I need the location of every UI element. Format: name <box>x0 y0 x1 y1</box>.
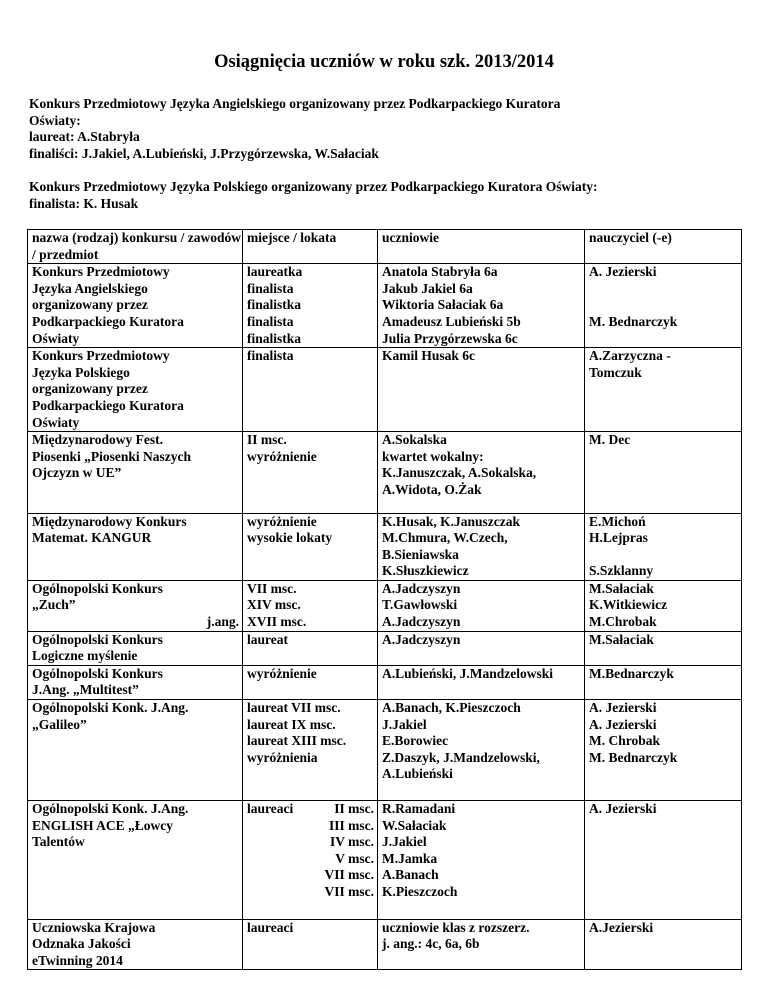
header-teachers: nauczyciel (-e) <box>585 230 742 264</box>
students-cell-line: K.Słuszkiewicz <box>382 563 469 579</box>
teachers-cell <box>585 432 742 513</box>
students-cell-line: uczniowie klas z rozszerz. <box>382 919 530 935</box>
intro-line: finaliści: J.Jakiel, A.Lubieński, J.Przygórzewska, W.Sałaciak <box>29 145 379 161</box>
contest-cell-line: Ogólnopolski Konkurs <box>32 665 163 681</box>
header-place: miejsce / lokata <box>243 230 378 264</box>
place-cell <box>243 432 378 513</box>
contest-cell-line: „Zuch” <box>32 597 76 613</box>
teachers-cell-line: Tomczuk <box>589 364 642 380</box>
students-cell-line: T.Gawłowski <box>382 597 458 613</box>
teachers-cell-line: M. Dec <box>589 432 631 448</box>
place-cell-line: wyróżnienie <box>247 448 317 464</box>
contest-cell-line: Oświaty <box>32 330 80 346</box>
place-label: laureaci <box>247 801 294 816</box>
place-cell-line: finalista <box>247 313 294 329</box>
teachers-cell-line <box>589 331 741 348</box>
teachers-cell <box>585 665 742 699</box>
contest-cell-line: Języka Angielskiego <box>32 280 148 296</box>
place-cell-line: wysokie lokaty <box>247 530 333 546</box>
place-cell-line: V msc. <box>335 850 374 866</box>
students-cell-line: B.Sieniawska <box>382 546 459 562</box>
intro-english-contest <box>29 96 729 162</box>
contest-cell-line: Ogólnopolski Konk. J.Ang. <box>32 700 189 716</box>
students-cell-line: J.Jakiel <box>382 834 427 850</box>
students-cell-line: Wiktoria Sałaciak 6a <box>382 297 504 313</box>
teachers-cell-line: E.Michoń <box>589 513 646 529</box>
intro-line: laureat: A.Stabryła <box>29 129 140 144</box>
place-cell <box>243 631 378 665</box>
students-cell-line: K.Januszczak, A.Sokalska, <box>382 465 537 481</box>
table-row <box>28 801 742 920</box>
students-cell-line: kwartet wokalny: <box>382 448 484 464</box>
students-cell-line: j. ang.: 4c, 6a, 6b <box>382 936 480 952</box>
place-cell <box>243 700 378 801</box>
place-cell-line: laureat XIII msc. <box>247 733 347 749</box>
place-cell-line: VII msc. <box>324 867 374 883</box>
header-contest: nazwa (rodzaj) konkursu / zawodów / przedmiot <box>28 230 243 264</box>
intro-polish-contest <box>29 179 729 212</box>
contest-cell <box>28 580 243 631</box>
students-cell <box>378 348 585 432</box>
teachers-cell <box>585 700 742 801</box>
teachers-cell <box>585 631 742 665</box>
place-cell-line: laureat IX msc. <box>247 716 336 732</box>
contest-cell-line: Ojczyzn w UE” <box>32 465 122 481</box>
teachers-cell-line: M. Chrobak <box>589 733 661 749</box>
students-cell <box>378 801 585 920</box>
students-cell <box>378 513 585 580</box>
teachers-cell <box>585 919 742 970</box>
contest-cell-line: Ogólnopolski Konkurs <box>32 631 163 647</box>
table-row <box>28 348 742 432</box>
teachers-cell <box>585 580 742 631</box>
students-cell <box>378 665 585 699</box>
teachers-cell-line <box>589 547 741 564</box>
teachers-cell-line: K.Witkiewicz <box>589 597 668 613</box>
contest-cell <box>28 432 243 513</box>
place-cell-line: IV msc. <box>329 834 374 850</box>
place-cell-line: VII msc. <box>324 883 374 899</box>
contest-cell-line: Oświaty <box>32 414 80 430</box>
contest-cell-line: Konkurs Przedmiotowy <box>32 264 170 280</box>
contest-cell-line: organizowany przez <box>32 381 148 397</box>
students-cell <box>378 631 585 665</box>
achievements-table <box>27 229 742 970</box>
students-cell-line: A.Sokalska <box>382 432 447 448</box>
place-cell-line: finalista <box>247 348 294 364</box>
place-cell <box>243 264 378 348</box>
table-row <box>28 432 742 513</box>
students-cell-line: A.Banach, K.Pieszczoch <box>382 700 521 716</box>
contest-cell-line: organizowany przez <box>32 297 148 313</box>
teachers-cell-line: A.Zarzyczna - <box>589 348 671 364</box>
students-cell-line: K.Pieszczoch <box>382 883 458 899</box>
place-cell-line: III msc. <box>328 817 374 833</box>
place-cell-line: II msc. <box>334 801 374 816</box>
table-row <box>28 264 742 348</box>
students-cell-line: Anatola Stabryła 6a <box>382 264 498 280</box>
place-cell-line: XIV msc. <box>247 597 301 613</box>
teachers-cell-line: A.Jezierski <box>589 919 654 935</box>
contest-cell-line: Języka Polskiego <box>32 364 130 380</box>
place-cell-line: finalistka <box>247 330 302 346</box>
place-cell-line: finalista <box>247 280 294 296</box>
contest-cell-line: ENGLISH ACE „Łowcy <box>32 817 174 833</box>
students-cell-line: A.Jadczyszyn <box>382 631 461 647</box>
teachers-cell-line: A. Jezierski <box>589 801 657 816</box>
place-cell-line: XVII msc. <box>247 614 307 630</box>
students-cell-line: R.Ramadani <box>382 801 456 816</box>
intro-line: finalista: K. Husak <box>29 195 139 211</box>
place-cell <box>243 801 378 920</box>
contest-cell <box>28 513 243 580</box>
students-cell-line: A.Jadczyszyn <box>382 614 461 630</box>
contest-cell-line: eTwinning 2014 <box>32 952 123 968</box>
intro-line: Oświaty: <box>29 112 81 128</box>
students-cell-line: A.Widota, O.Żak <box>382 481 482 497</box>
contest-cell-line: Odznaka Jakości <box>32 936 131 952</box>
contest-cell <box>28 631 243 665</box>
place-cell-line: laureat VII msc. <box>247 700 341 716</box>
teachers-cell <box>585 801 742 920</box>
teachers-cell <box>585 348 742 432</box>
contest-cell <box>28 919 243 970</box>
contest-cell <box>28 801 243 920</box>
table-row <box>28 513 742 580</box>
students-cell-line: Kamil Husak 6c <box>382 348 476 364</box>
teachers-cell-line <box>589 281 741 298</box>
teachers-cell-line: M. Bednarczyk <box>589 313 678 329</box>
contest-cell-line: Międzynarodowy Fest. <box>32 432 163 448</box>
students-cell-line: A.Banach <box>382 867 439 883</box>
students-cell-line: Jakub Jakiel 6a <box>382 280 473 296</box>
place-cell-line: laureatka <box>247 264 303 280</box>
students-cell-line: W.Sałaciak <box>382 817 447 833</box>
contest-cell-line: Podkarpackiego Kuratora <box>32 397 184 413</box>
contest-cell-line: Ogólnopolski Konkurs <box>32 580 163 596</box>
page-title: Osiągnięcia uczniów w roku szk. 2013/2014 <box>214 52 554 72</box>
place-cell-line: wyróżnienie <box>247 665 317 681</box>
students-cell-line: A.Jadczyszyn <box>382 580 461 596</box>
contest-cell <box>28 348 243 432</box>
contest-cell <box>28 700 243 801</box>
table-row <box>28 665 742 699</box>
contest-cell-line: Podkarpackiego Kuratora <box>32 313 184 329</box>
table-row <box>28 700 742 801</box>
teachers-cell-line <box>589 297 741 314</box>
teachers-cell-line: S.Szklanny <box>589 563 654 579</box>
place-cell <box>243 665 378 699</box>
table-row <box>28 580 742 631</box>
place-cell <box>243 919 378 970</box>
table-row <box>28 631 742 665</box>
intro-line: Konkurs Przedmiotowy Języka Angielskiego organizowany przez Podkarpackiego Kuratora <box>29 96 561 111</box>
table-row <box>28 919 742 970</box>
teachers-cell-line: A. Jezierski <box>589 700 657 716</box>
students-cell <box>378 580 585 631</box>
teachers-cell-line: H.Lejpras <box>589 530 648 546</box>
teachers-cell <box>585 513 742 580</box>
teachers-cell-line: M.Sałaciak <box>589 580 654 596</box>
teachers-cell-line: M.Chrobak <box>589 614 657 630</box>
teachers-cell-line: M. Bednarczyk <box>589 749 678 765</box>
students-cell-line: M.Jamka <box>382 850 438 866</box>
contest-cell <box>28 665 243 699</box>
place-cell <box>243 580 378 631</box>
contest-cell-line: Matemat. KANGUR <box>32 530 152 546</box>
place-cell-line: wyróżnienia <box>247 749 318 765</box>
place-cell <box>243 348 378 432</box>
contest-cell-line: Logiczne myślenie <box>32 648 138 664</box>
place-cell-line: finalistka <box>247 297 302 313</box>
place-cell-line: wyróżnienie <box>247 513 317 529</box>
students-cell-line: A.Lubieński <box>382 766 453 782</box>
teachers-cell <box>585 264 742 348</box>
students-cell-line: K.Husak, K.Januszczak <box>382 513 521 529</box>
students-cell-line: Amadeusz Lubieński 5b <box>382 313 521 329</box>
contest-cell-line: Międzynarodowy Konkurs <box>32 513 187 529</box>
teachers-cell-line: A. Jezierski <box>589 264 657 280</box>
students-cell <box>378 432 585 513</box>
place-cell-line: laureat <box>247 631 288 647</box>
place-cell-line: VII msc. <box>247 580 297 596</box>
students-cell <box>378 700 585 801</box>
contest-cell-line: Piosenki „Piosenki Naszych <box>32 448 192 464</box>
table-header-row <box>28 230 742 264</box>
teachers-cell-line: A. Jezierski <box>589 716 657 732</box>
place-cell <box>243 513 378 580</box>
students-cell <box>378 919 585 970</box>
students-cell-line: A.Lubieński, J.Mandzelowski <box>382 665 554 681</box>
contest-cell-line: Ogólnopolski Konk. J.Ang. <box>32 801 189 816</box>
students-cell-line: J.Jakiel <box>382 716 427 732</box>
students-cell-line: Z.Daszyk, J.Mandzelowski, <box>382 749 540 765</box>
teachers-cell-line: M.Bednarczyk <box>589 665 674 681</box>
contest-cell <box>28 264 243 348</box>
contest-cell-line: Uczniowska Krajowa <box>32 919 156 935</box>
intro-line: Konkurs Przedmiotowy Języka Polskiego organizowany przez Podkarpackiego Kuratora Oświaty: <box>29 179 598 194</box>
teachers-cell-line: M.Sałaciak <box>589 631 654 647</box>
students-cell-line: M.Chmura, W.Czech, <box>382 530 508 546</box>
contest-cell-line: Konkurs Przedmiotowy <box>32 348 170 364</box>
contest-cell-line: j.ang. <box>206 614 239 630</box>
contest-cell-line: „Galileo” <box>32 716 87 732</box>
students-cell <box>378 264 585 348</box>
contest-cell-line: J.Ang. „Multitest” <box>32 682 139 698</box>
contest-cell-line: Talentów <box>32 834 85 850</box>
place-cell-line: II msc. <box>247 432 287 448</box>
place-cell-line: laureaci <box>247 919 294 935</box>
header-students: uczniowie <box>378 230 585 264</box>
students-cell-line: Julia Przygórzewska 6c <box>382 330 518 346</box>
students-cell-line: E.Borowiec <box>382 733 449 749</box>
